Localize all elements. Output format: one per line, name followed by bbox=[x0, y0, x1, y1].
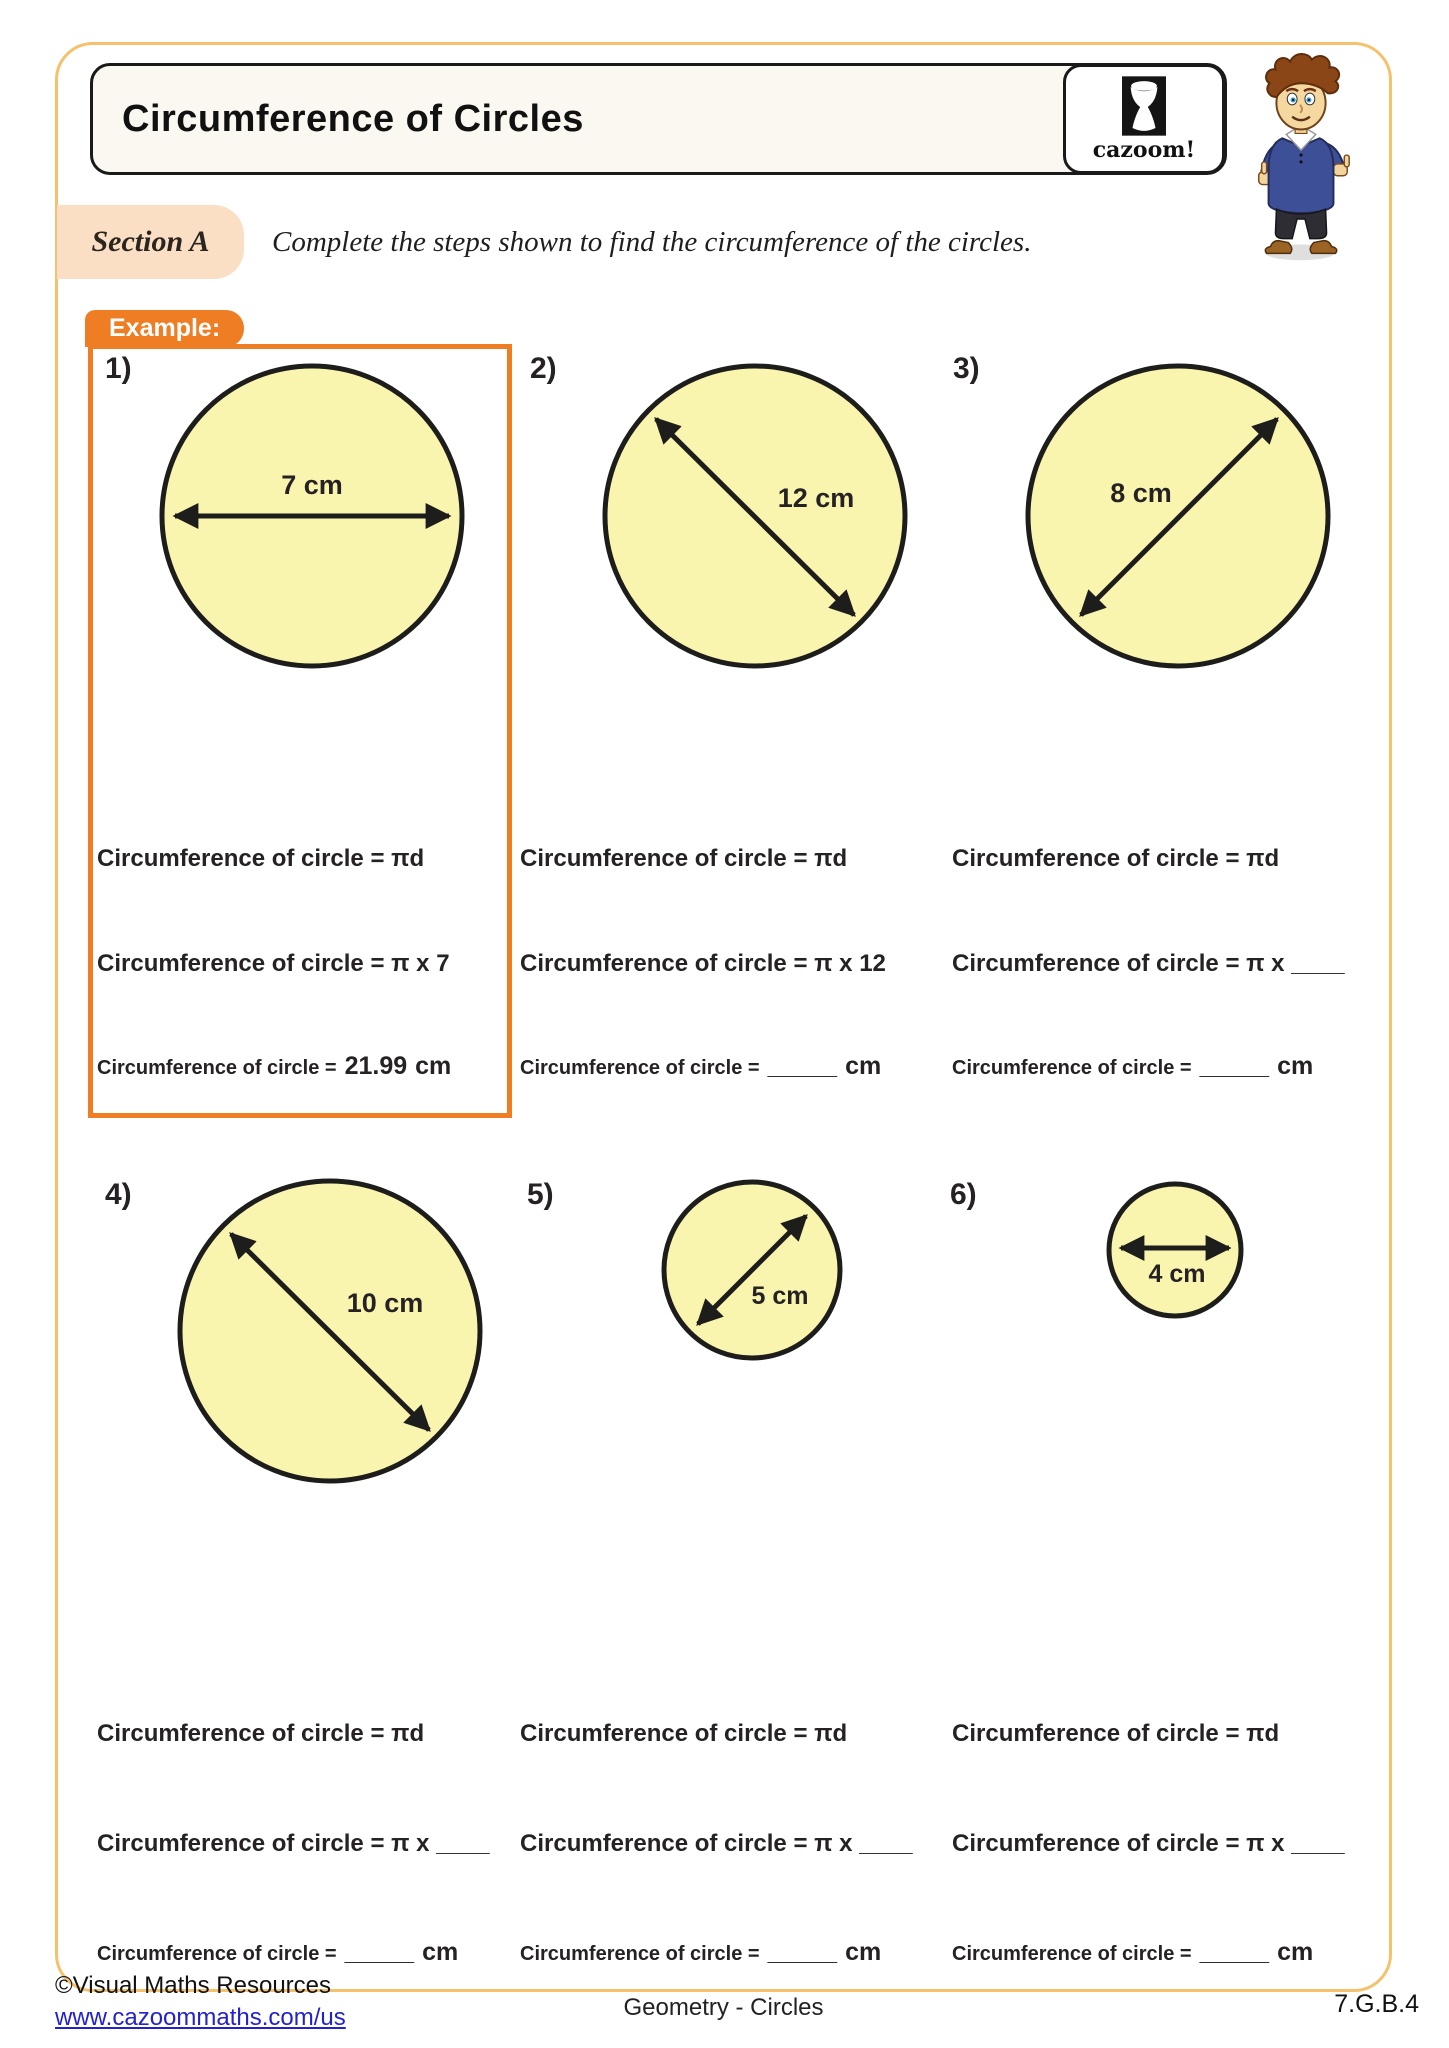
problem-2-number: 2) bbox=[530, 352, 557, 385]
footer-topic: Geometry - Circles bbox=[623, 1994, 824, 2021]
step-3-answer: 21.99 bbox=[344, 1052, 408, 1080]
problem-5-number: 5) bbox=[527, 1178, 554, 1211]
example-badge: Example: bbox=[85, 310, 244, 347]
problem-6-number: 6) bbox=[950, 1178, 977, 1211]
cazoom-drum-icon bbox=[1122, 76, 1166, 136]
problem-2-step-2: Circumference of circle = π x 12 bbox=[520, 950, 886, 977]
footer-website-link[interactable]: www.cazoommaths.com/us bbox=[55, 2004, 346, 2031]
section-a-badge bbox=[57, 205, 244, 279]
diameter-label: 4 cm bbox=[1148, 1260, 1206, 1288]
problem-4-step-3 bbox=[97, 1938, 458, 1967]
problem-5-step-1: Circumference of circle = πd bbox=[520, 1720, 848, 1747]
mascot-boy-illustration bbox=[1243, 53, 1361, 263]
step-3-label: Circumference of circle = bbox=[952, 1943, 1192, 1965]
step-3-answer-blank: _____ bbox=[344, 1938, 415, 1966]
step-3-unit: cm bbox=[845, 1052, 882, 1080]
problem-4-step-1: Circumference of circle = πd bbox=[97, 1720, 425, 1747]
problem-5-circle bbox=[658, 1176, 846, 1364]
footer-standard-code: 7.G.B.4 bbox=[1334, 1990, 1419, 2018]
problem-6-circle bbox=[1103, 1178, 1247, 1322]
diameter-label: 8 cm bbox=[1110, 478, 1172, 508]
section-instruction: Complete the steps shown to find the circumference of the circles. bbox=[272, 225, 1032, 258]
problem-4-circle bbox=[173, 1174, 487, 1488]
diameter-label: 7 cm bbox=[281, 470, 343, 500]
step-3-unit: cm bbox=[415, 1052, 452, 1080]
step-3-label: Circumference of circle = bbox=[952, 1057, 1192, 1079]
step-3-unit: cm bbox=[1277, 1052, 1314, 1080]
diameter-label: 10 cm bbox=[346, 1288, 424, 1318]
problem-6-step-3 bbox=[952, 1938, 1313, 1967]
diameter-label: 12 cm bbox=[777, 483, 855, 513]
problem-6-step-2: Circumference of circle = π x ____ bbox=[952, 1830, 1345, 1857]
step-3-unit: cm bbox=[1277, 1938, 1314, 1966]
section-a-label: Section A bbox=[91, 225, 210, 258]
problem-6-step-1: Circumference of circle = πd bbox=[952, 1720, 1280, 1747]
step-3-label: Circumference of circle = bbox=[97, 1943, 337, 1965]
problem-1-step-2: Circumference of circle = π x 7 bbox=[97, 950, 450, 977]
problem-2-circle bbox=[598, 359, 912, 673]
example-box bbox=[88, 344, 512, 1118]
problem-3-step-1: Circumference of circle = πd bbox=[952, 845, 1280, 872]
step-3-answer-blank: _____ bbox=[1199, 1938, 1270, 1966]
step-3-unit: cm bbox=[422, 1938, 459, 1966]
diameter-label: 5 cm bbox=[751, 1282, 809, 1310]
step-3-answer-blank: _____ bbox=[1199, 1052, 1270, 1080]
problem-3-number: 3) bbox=[953, 352, 980, 385]
problem-5-step-2: Circumference of circle = π x ____ bbox=[520, 1830, 913, 1857]
problem-2-step-3 bbox=[520, 1052, 881, 1081]
problem-4-number: 4) bbox=[105, 1178, 132, 1211]
problem-4-step-2: Circumference of circle = π x ____ bbox=[97, 1830, 490, 1857]
problem-5-step-3 bbox=[520, 1938, 881, 1967]
problem-1-number: 1) bbox=[105, 352, 132, 385]
problem-3-step-3 bbox=[952, 1052, 1313, 1081]
footer-credit: ©Visual Maths Resources bbox=[55, 1972, 332, 1999]
step-3-unit: cm bbox=[845, 1938, 882, 1966]
step-3-label: Circumference of circle = bbox=[97, 1057, 337, 1079]
step-3-answer-blank: _____ bbox=[767, 1052, 838, 1080]
step-3-label: Circumference of circle = bbox=[520, 1057, 760, 1079]
problem-3-circle bbox=[1021, 359, 1335, 673]
cazoom-logo bbox=[1063, 64, 1225, 174]
problem-1-step-1: Circumference of circle = πd bbox=[97, 845, 425, 872]
problem-3-step-2: Circumference of circle = π x ____ bbox=[952, 950, 1345, 977]
problem-2-step-1: Circumference of circle = πd bbox=[520, 845, 848, 872]
page-title: Circumference of Circles bbox=[122, 98, 584, 140]
step-3-label: Circumference of circle = bbox=[520, 1943, 760, 1965]
cazoom-logo-text: cazoom! bbox=[1092, 136, 1196, 163]
step-3-answer-blank: _____ bbox=[767, 1938, 838, 1966]
